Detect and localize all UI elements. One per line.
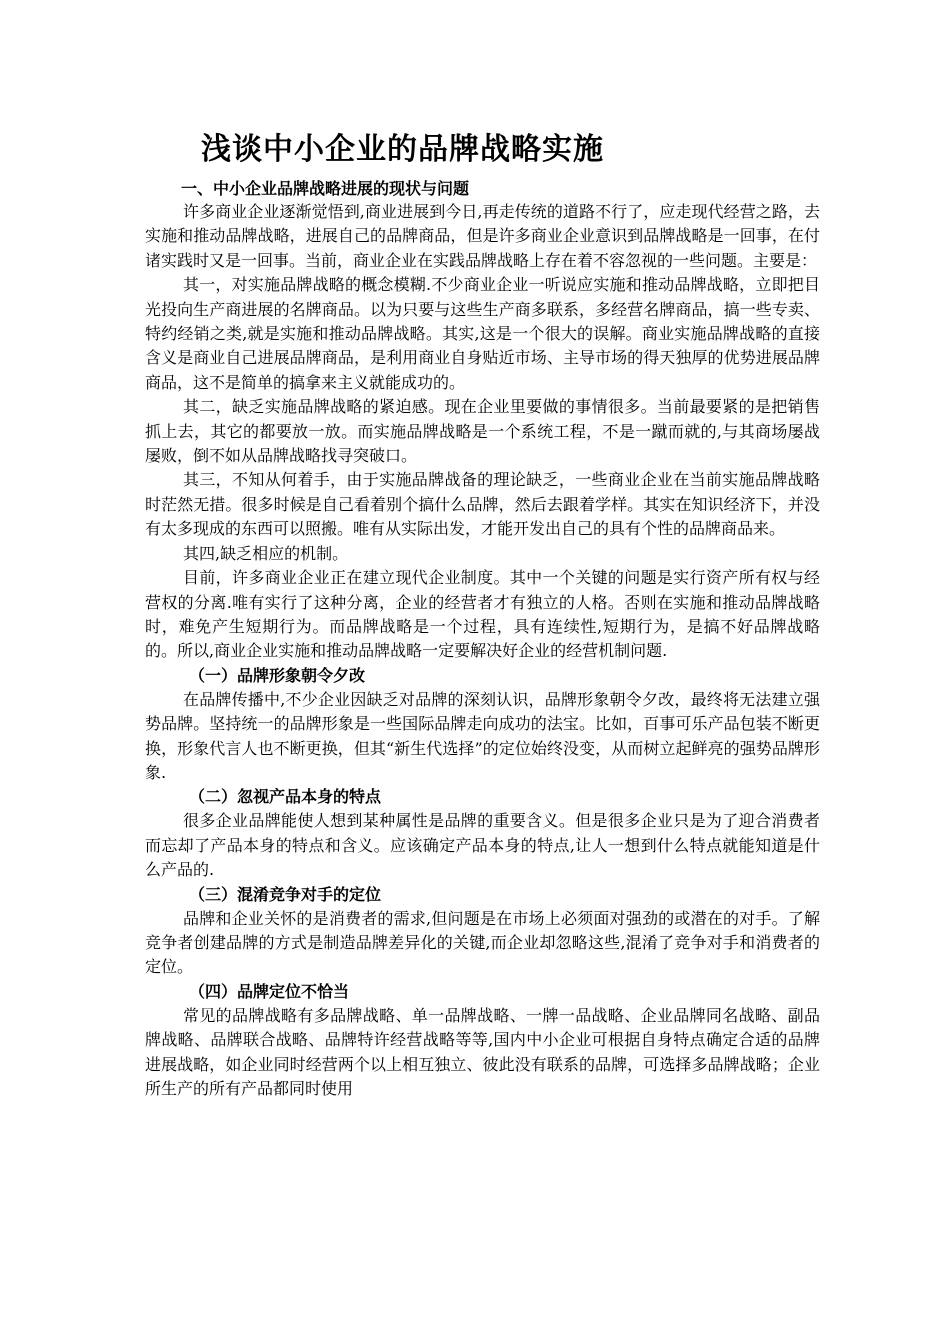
paragraph-intro: 许多商业企业逐渐觉悟到,商业进展到今日,再走传统的道路不行了，应走现代经营之路，去实施和推动品牌战略，进展自己的品牌商品，但是许多商业企业意识到品牌战略是一回事，在付诸实践时又是一回事。当前，商业企业在实践品牌战略上存在着不容忽视的一些问题。主要是：	[145, 202, 820, 270]
subsection-text-1: 在品牌传播中,不少企业因缺乏对品牌的深刻认识，品牌形象朝令夕改，最终将无法建立强势品牌。坚持统一的品牌形象是一些国际品牌走向成功的法宝。比如，百事可乐产品包装不断更换，形象代言人也不断更换，但其“新生代选择”的定位始终没变，从而树立起鲜亮的强势品牌形象.	[145, 689, 820, 782]
paragraph-point-1: 其一，对实施品牌战略的概念模糊.不少商业企业一听说应实施和推动品牌战略，立即把目光投向生产商进展的名牌商品。以为只要与这些生产商多联系，多经营名牌商品，搞一些专卖、特约经销之类,就是实施和推动品牌战略。其实,这是一个很大的误解。商业实施品牌战略的直接含义是商业自己进展品牌商品，是利用商业自身贴近市场、主导市场的得天独厚的优势进展品牌商品，这不是简单的搞拿来主义就能成功的。	[145, 275, 820, 392]
section-heading: 一、中小企业品牌战略进展的现状与问题	[181, 179, 470, 198]
subsection-heading-2: （二）忽视产品本身的特点	[189, 787, 382, 807]
paragraph-point-2: 其二，缺乏实施品牌战略的紧迫感。现在企业里要做的事情很多。当前最要紧的是把销售抓上去，其它的都要放一放。而实施品牌战略是一个系统工程，不是一蹴而就的,与其商场屡战屡败，倒不如从品牌战略找寻突破口。	[145, 397, 820, 466]
paragraph-point-4: 其四,缺乏相应的机制。	[183, 543, 349, 563]
subsection-heading-4: （四）品牌定位不恰当	[189, 981, 350, 1001]
subsection-text-2: 很多企业品牌能使人想到某种属性是品牌的重要含义。但是很多企业只是为了迎合消费者而忘却了产品本身的特点和含义。应该确定产品本身的特点,让人一想到什么特点就能知道是什么产品的.	[145, 811, 820, 880]
document-title: 浅谈中小企业的品牌战略实施	[201, 132, 604, 167]
subsection-text-3: 品牌和企业关怀的是消费者的需求,但问题是在市场上必须面对强劲的或潜在的对手。了解竞争者创建品牌的方式是制造品牌差异化的关键,而企业却忽略这些,混淆了竞争对手和消费者的定位。	[145, 908, 820, 977]
document-page	[145, 128, 820, 1101]
subsection-text-4: 常见的品牌战略有多品牌战略、单一品牌战略、一牌一品战略、企业品牌同名战略、副品牌战略、品牌联合战略、品牌特许经营战略等等,国内中小企业可根据自身特点确定合适的品牌进展战略，如企业同时经营两个以上相互独立、彼此没有联系的品牌，可选择多品牌战略；企业所生产的所有产品都同时使用	[145, 1005, 820, 1098]
paragraph-point-3: 其三，不知从何着手，由于实施品牌战备的理论缺乏，一些商业企业在当前实施品牌战略时茫然无措。很多时候是自己看着别个搞什么品牌，然后去跟着学样。其实在知识经济下，并没有太多现成的东西可以照搬。唯有从实际出发，才能开发出自己的具有个性的品牌商品来。	[145, 470, 820, 539]
subsection-heading-1: （一）品牌形象朝令夕改	[189, 665, 366, 685]
paragraph-current: 目前，许多商业企业正在建立现代企业制度。其中一个关键的问题是实行资产所有权与经营权的分离.唯有实行了这种分离，企业的经营者才有独立的人格。否则在实施和推动品牌战略时，难免产生短期行为。而品牌战略是一个过程，具有连续性,短期行为，是搞不好品牌战略的。所以,商业企业实施和推动品牌战略一定要解决好企业的经营机制问题.	[145, 568, 820, 661]
subsection-heading-3: （三）混淆竞争对手的定位	[189, 884, 382, 904]
